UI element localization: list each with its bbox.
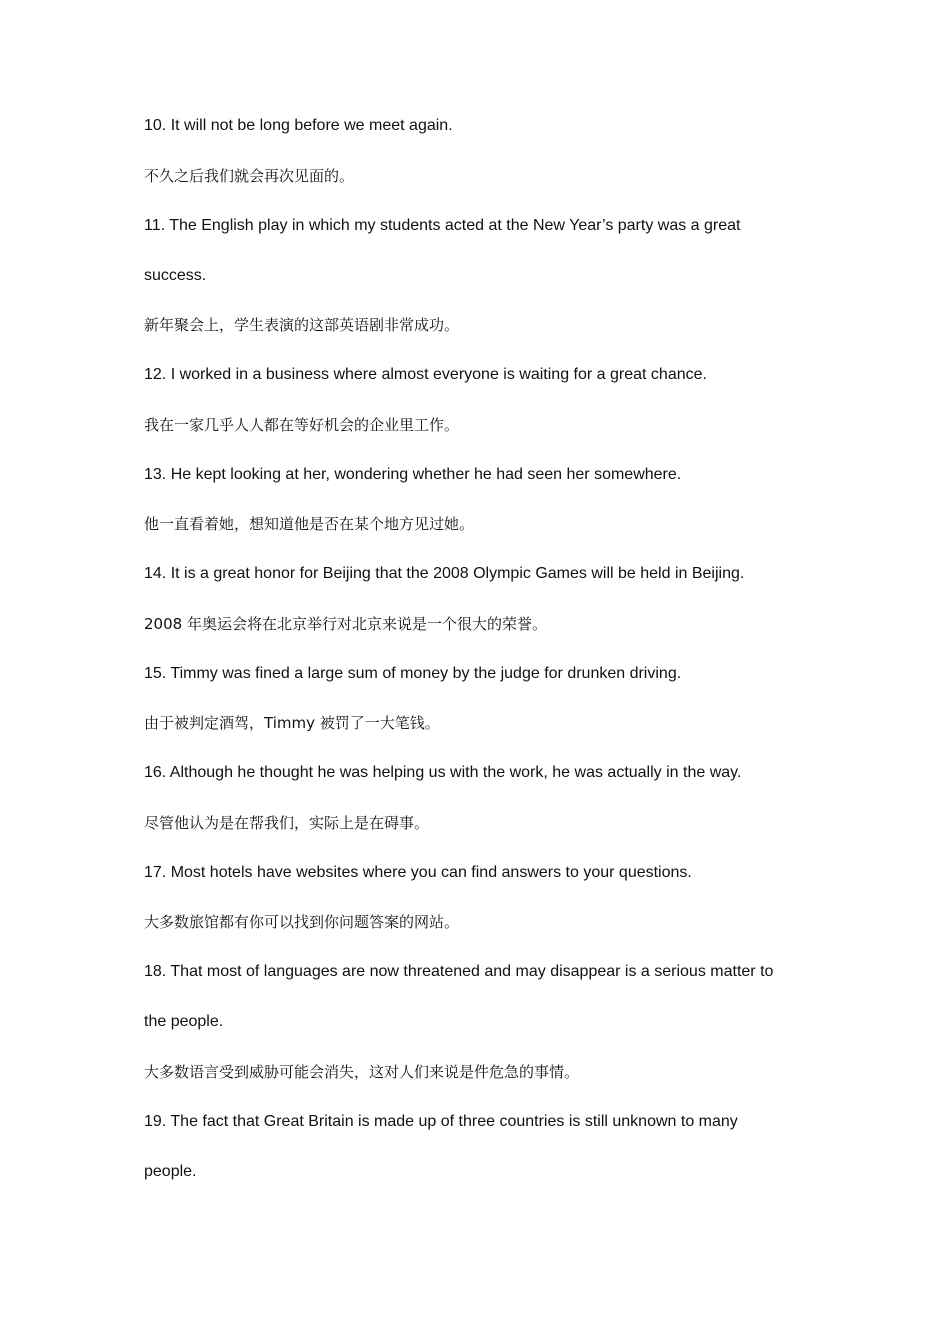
sentence-16-english: 16. Although he thought he was helping us with the work, he was actually in the way. bbox=[144, 764, 742, 781]
sentence-12-english: 12. I worked in a business where almost everyone is waiting for a great chance. bbox=[144, 366, 707, 383]
sentence-19-english-line2: people. bbox=[144, 1163, 197, 1180]
sentence-18-english-line2: the people. bbox=[144, 1013, 224, 1030]
sentence-17-english: 17. Most hotels have websites where you can find answers to your questions. bbox=[144, 864, 692, 881]
sentence-18-chinese: 大多数语言受到威胁可能会消失，这对人们来说是件危急的事情。 bbox=[144, 1063, 580, 1081]
sentence-13-english: 13. He kept looking at her, wondering whether he had seen her somewhere. bbox=[144, 466, 682, 483]
sentence-14-english: 14. It is a great honor for Beijing that the 2008 Olympic Games will be held in Beijing. bbox=[144, 565, 745, 582]
sentence-10-chinese: 不久之后我们就会再次见面的。 bbox=[144, 167, 355, 185]
sentence-11-chinese: 新年聚会上，学生表演的这部英语剧非常成功。 bbox=[144, 316, 460, 334]
sentence-15-chinese: 由于被判定酒驾，Timmy 被罚了一大笔钱。 bbox=[144, 714, 440, 732]
sentence-13-chinese: 他一直看着她，想知道他是否在某个地方见过她。 bbox=[144, 515, 475, 533]
sentence-19-english-line1: 19. The fact that Great Britain is made up of three countries is still unknown to many bbox=[144, 1113, 738, 1130]
sentence-10-english: 10. It will not be long before we meet again. bbox=[144, 117, 453, 134]
sentence-14-chinese: 2008 年奥运会将在北京举行对北京来说是一个很大的荣誉。 bbox=[144, 615, 547, 633]
sentence-17-chinese: 大多数旅馆都有你可以找到你问题答案的网站。 bbox=[144, 913, 460, 931]
sentence-11-english-line1: 11. The English play in which my students acted at the New Year’s party was a great bbox=[144, 217, 741, 234]
sentence-18-english-line1: 18. That most of languages are now threatened and may disappear is a serious matter to bbox=[144, 963, 774, 980]
sentence-16-chinese: 尽管他认为是在帮我们，实际上是在碍事。 bbox=[144, 814, 430, 832]
sentence-11-english-line2: success. bbox=[144, 267, 207, 284]
sentence-12-chinese: 我在一家几乎人人都在等好机会的企业里工作。 bbox=[144, 416, 460, 434]
sentence-15-english: 15. Timmy was fined a large sum of money by the judge for drunken driving. bbox=[144, 665, 682, 682]
